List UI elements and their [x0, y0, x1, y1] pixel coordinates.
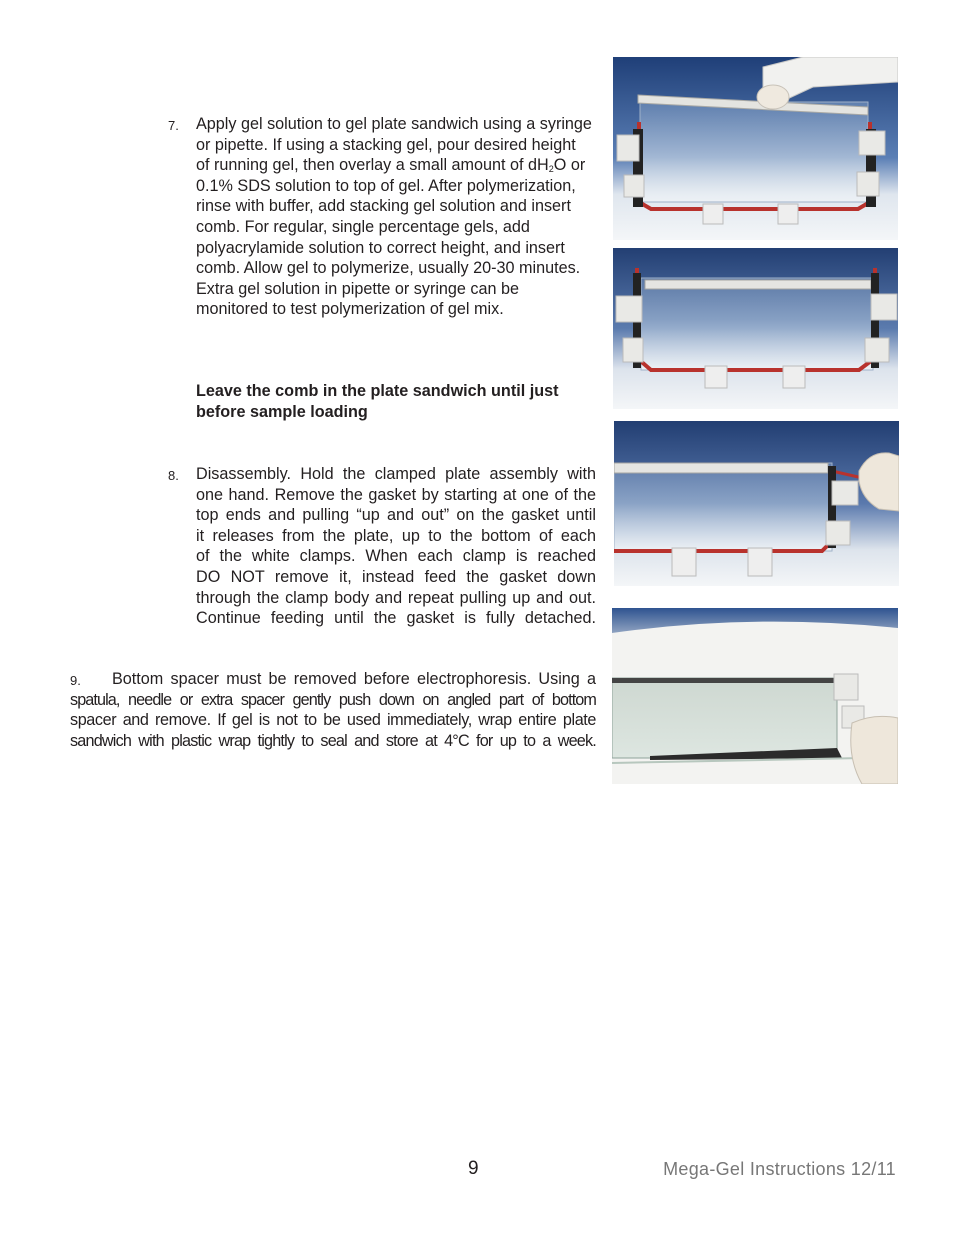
step-8-number: 8. [168, 468, 179, 483]
step-8-line: one hand. Remove the gasket by starting at one of the [196, 485, 596, 504]
step-8-line: Continue feeding until the gasket is fully detached. [196, 609, 596, 628]
step-8-line: DO NOT remove it, instead feed the gasket down [196, 567, 596, 586]
page-number: 9 [468, 1158, 479, 1179]
subscript-2: 2 [548, 164, 554, 175]
step-8-line: top ends and pulling “up and out” on the gasket until [196, 506, 596, 525]
step-7-text [196, 114, 592, 320]
photo-spacer-removal [612, 608, 898, 784]
step-7-number: 7. [168, 118, 179, 133]
step-9-line: sandwich with plastic wrap tightly to seal and store at 4°C for up to a week. [70, 731, 596, 750]
photo-gasket-removal [614, 421, 899, 586]
step-9-line: spatula, needle or extra spacer gently push down on angled part of bottom [70, 690, 596, 709]
step-9-line: Bottom spacer must be removed before electrophoresis. Using a [112, 670, 596, 688]
photo-comb-inserted [613, 248, 898, 409]
document-title-footer: Mega-Gel Instructions 12/11 [663, 1159, 896, 1179]
step-8-line: it releases from the plate, up to the bottom of each [196, 526, 596, 545]
step-7-note: Leave the comb in the plate sandwich until just before sample loading [196, 382, 559, 421]
step-9-line: spacer and remove. If gel is not to be used immediately, wrap entire plate [70, 711, 596, 730]
step-7-text-part-2: O or 0.1% SDS solution to top of gel. After polymerization, rinse with buffer, add stacking gel solution and insert comb. For regular, single percentage gels, add polyacrylamide solution to correct height, and insert comb. Allow gel to polymerize, usually 20-30 minutes. Extra gel solution in pipette or syringe can be monitored to test polymerization of gel mix. [196, 156, 586, 319]
photo-comb-insertion [613, 57, 898, 240]
step-7-text-part-1: Apply gel solution to gel plate sandwich using a syringe or pipette. If using a stacking gel, pour desired height of running gel, then overlay a small amount of dH [196, 115, 592, 175]
step-8-line: through the clamp body and repeat pulling up and out. [196, 588, 596, 607]
step-9-text [70, 669, 596, 751]
step-8-line: of the white clamps. When each clamp is reached [196, 547, 596, 566]
step-9-number: 9. [70, 673, 81, 688]
step-8-text [196, 464, 596, 629]
step-8-line: Disassembly. Hold the clamped plate assembly with [196, 465, 596, 483]
